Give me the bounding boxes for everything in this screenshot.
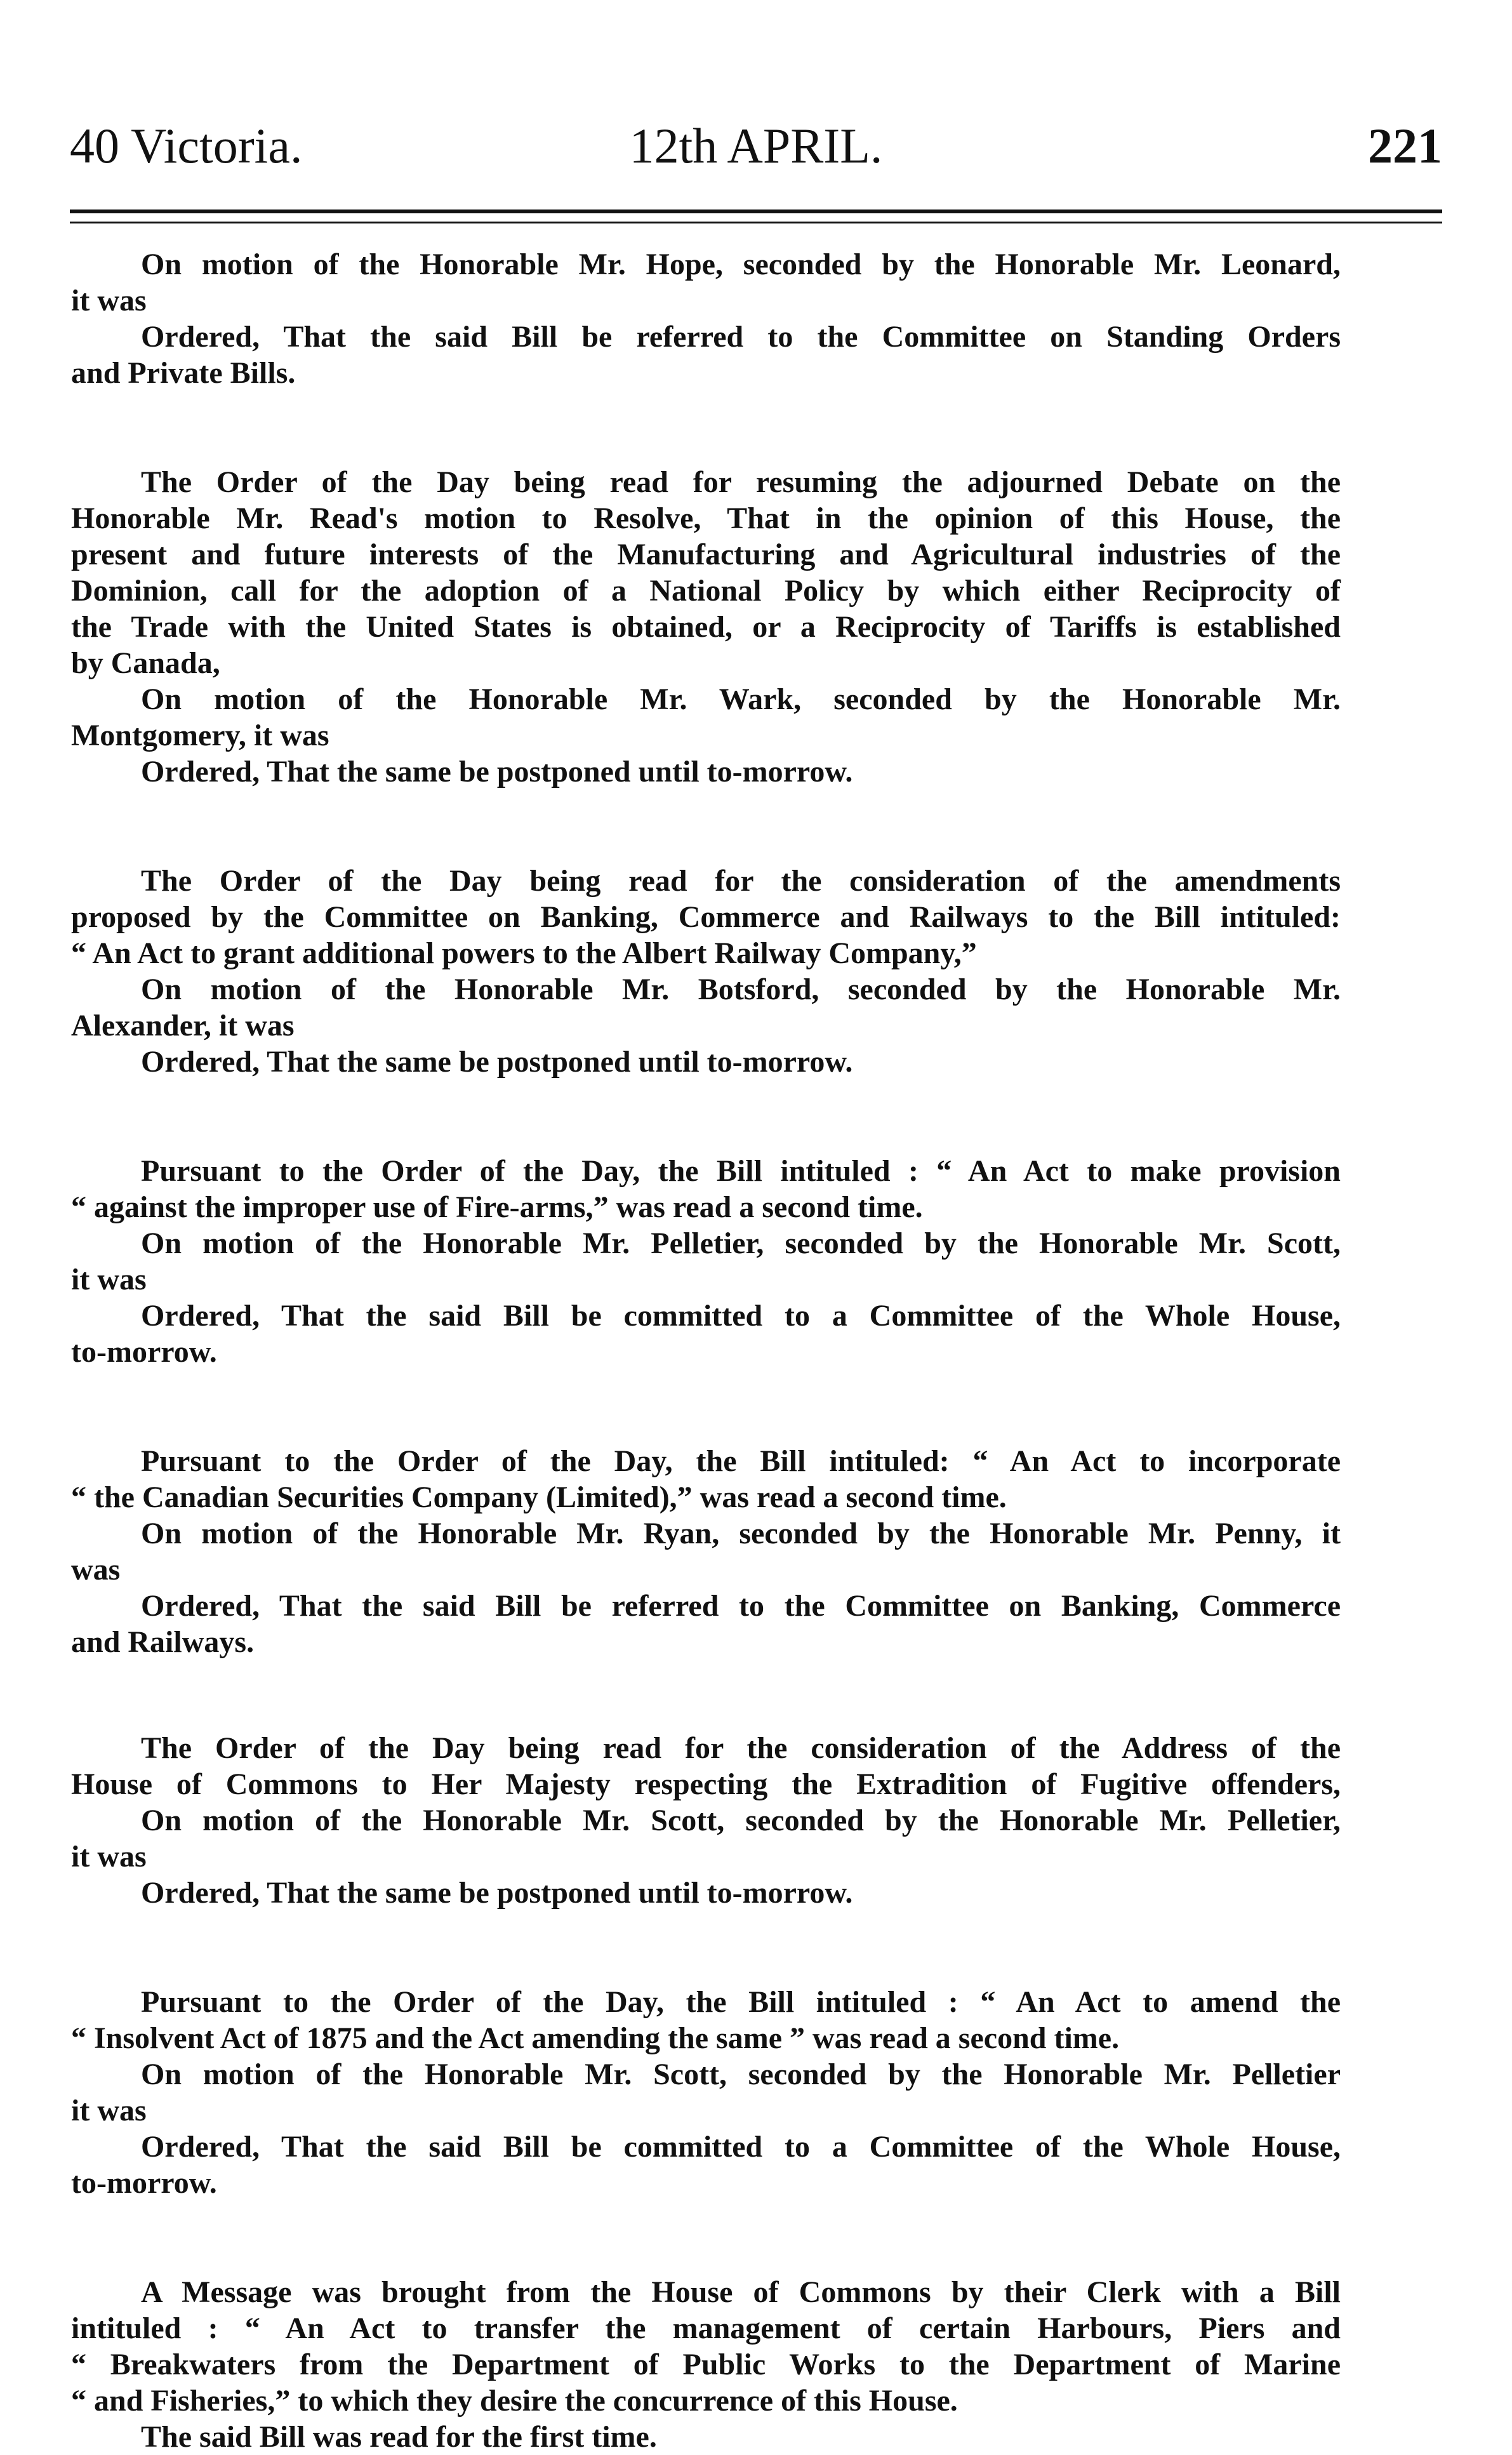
header-date: 12th APRIL. (629, 118, 883, 173)
text-line: “ Breakwaters from the Department of Public Works to the Department of Marine (71, 2348, 1341, 2381)
header-page-number: 221 (1368, 118, 1442, 173)
text-line: Ordered, That the same be postponed until to-morrow. (141, 755, 853, 788)
paragraph (71, 2274, 1341, 2455)
text-line: On motion of the Honorable Mr. Scott, seconded by the Honorable Mr. Pelletier (141, 2058, 1341, 2091)
text-line: Ordered, That the same be postponed until to-morrow. (141, 1876, 853, 1910)
text-line: Ordered, That the said Bill be committed to a Committee of the Whole House, (141, 2130, 1341, 2164)
text-line: present and future interests of the Manufacturing and Agricultural industries of the (71, 538, 1341, 571)
text-line: On motion of the Honorable Mr. Scott, seconded by the Honorable Mr. Pelletier, (141, 1804, 1341, 1837)
paragraph (71, 1730, 1341, 1911)
text-line: to-morrow. (71, 1335, 217, 1369)
paragraph (71, 1443, 1341, 1660)
header-rule (70, 210, 1442, 223)
text-line: The Order of the Day being read for the consideration of the Address of the (141, 1731, 1341, 1765)
paragraph (71, 863, 1341, 1080)
text-line: Ordered, That the said Bill be referred to the Committee on Banking, Commerce (141, 1589, 1341, 1623)
text-line: Ordered, That the said Bill be referred to the Committee on Standing Orders (141, 320, 1341, 354)
text-line: Pursuant to the Order of the Day, the Bill intituled : “ An Act to amend the (141, 1985, 1341, 2019)
text-line: The Order of the Day being read for the consideration of the amendments (141, 864, 1341, 898)
text-line: Ordered, That the same be postponed until to-morrow. (141, 1045, 853, 1079)
text-line: “ against the improper use of Fire-arms,” was read a second time. (71, 1190, 923, 1224)
paragraph (71, 1984, 1341, 2201)
text-line: On motion of the Honorable Mr. Ryan, seconded by the Honorable Mr. Penny, it (141, 1517, 1341, 1550)
paragraph (71, 464, 1341, 790)
page-header (70, 111, 1442, 181)
text-line: “ the Canadian Securities Company (Limited),” was read a second time. (71, 1480, 1007, 1514)
page-body (71, 246, 1341, 2455)
text-line: Pursuant to the Order of the Day, the Bill intituled : “ An Act to make provision (141, 1154, 1341, 1188)
text-line: Alexander, it was (71, 1009, 295, 1042)
header-regnal-year: 40 Victoria. (70, 118, 303, 173)
text-line: “ An Act to grant additional powers to the Albert Railway Company,” (71, 936, 977, 970)
text-line: to-morrow. (71, 2166, 217, 2200)
text-line: and Railways. (71, 1625, 255, 1659)
text-line: On motion of the Honorable Mr. Wark, seconded by the Honorable Mr. (141, 682, 1341, 716)
text-line: Pursuant to the Order of the Day, the Bill intituled: “ An Act to incorporate (141, 1444, 1341, 1478)
text-line: the Trade with the United States is obtained, or a Reciprocity of Tariffs is established (71, 610, 1341, 644)
text-line: by Canada, (71, 646, 220, 680)
text-line: Honorable Mr. Read's motion to Resolve, That in the opinion of this House, the (71, 502, 1341, 535)
text-line: and Private Bills. (71, 356, 296, 390)
text-line: proposed by the Committee on Banking, Commerce and Railways to the Bill intituled: (71, 900, 1341, 934)
text-line: was (71, 1553, 121, 1587)
text-line: it was (71, 1840, 147, 1873)
text-line: A Message was brought from the House of Commons by their Clerk with a Bill (141, 2275, 1341, 2309)
text-line: it was (71, 1263, 147, 1296)
paragraph (71, 246, 1341, 391)
text-line: Montgomery, it was (71, 719, 329, 752)
text-line: Dominion, call for the adoption of a National Policy by which either Reciprocity of (71, 574, 1341, 608)
text-line: intituled : “ An Act to transfer the management of certain Harbours, Piers and (71, 2312, 1341, 2345)
text-line: it was (71, 2094, 147, 2127)
text-line: House of Commons to Her Majesty respecting the Extradition of Fugitive offenders, (71, 1767, 1341, 1801)
text-line: The Order of the Day being read for resuming the adjourned Debate on the (141, 465, 1341, 499)
text-line: On motion of the Honorable Mr. Botsford, seconded by the Honorable Mr. (141, 973, 1341, 1006)
text-line: On motion of the Honorable Mr. Hope, seconded by the Honorable Mr. Leonard, (141, 248, 1341, 281)
text-line: it was (71, 284, 147, 317)
text-line: “ Insolvent Act of 1875 and the Act amending the same ” was read a second time. (71, 2021, 1120, 2055)
text-line: The said Bill was read for the first time. (141, 2420, 657, 2454)
paragraph (71, 1153, 1341, 1370)
text-line: On motion of the Honorable Mr. Pelletier, seconded by the Honorable Mr. Scott, (141, 1227, 1341, 1260)
text-line: “ and Fisheries,” to which they desire the concurrence of this House. (71, 2384, 958, 2418)
text-line: Ordered, That the said Bill be committed to a Committee of the Whole House, (141, 1299, 1341, 1333)
